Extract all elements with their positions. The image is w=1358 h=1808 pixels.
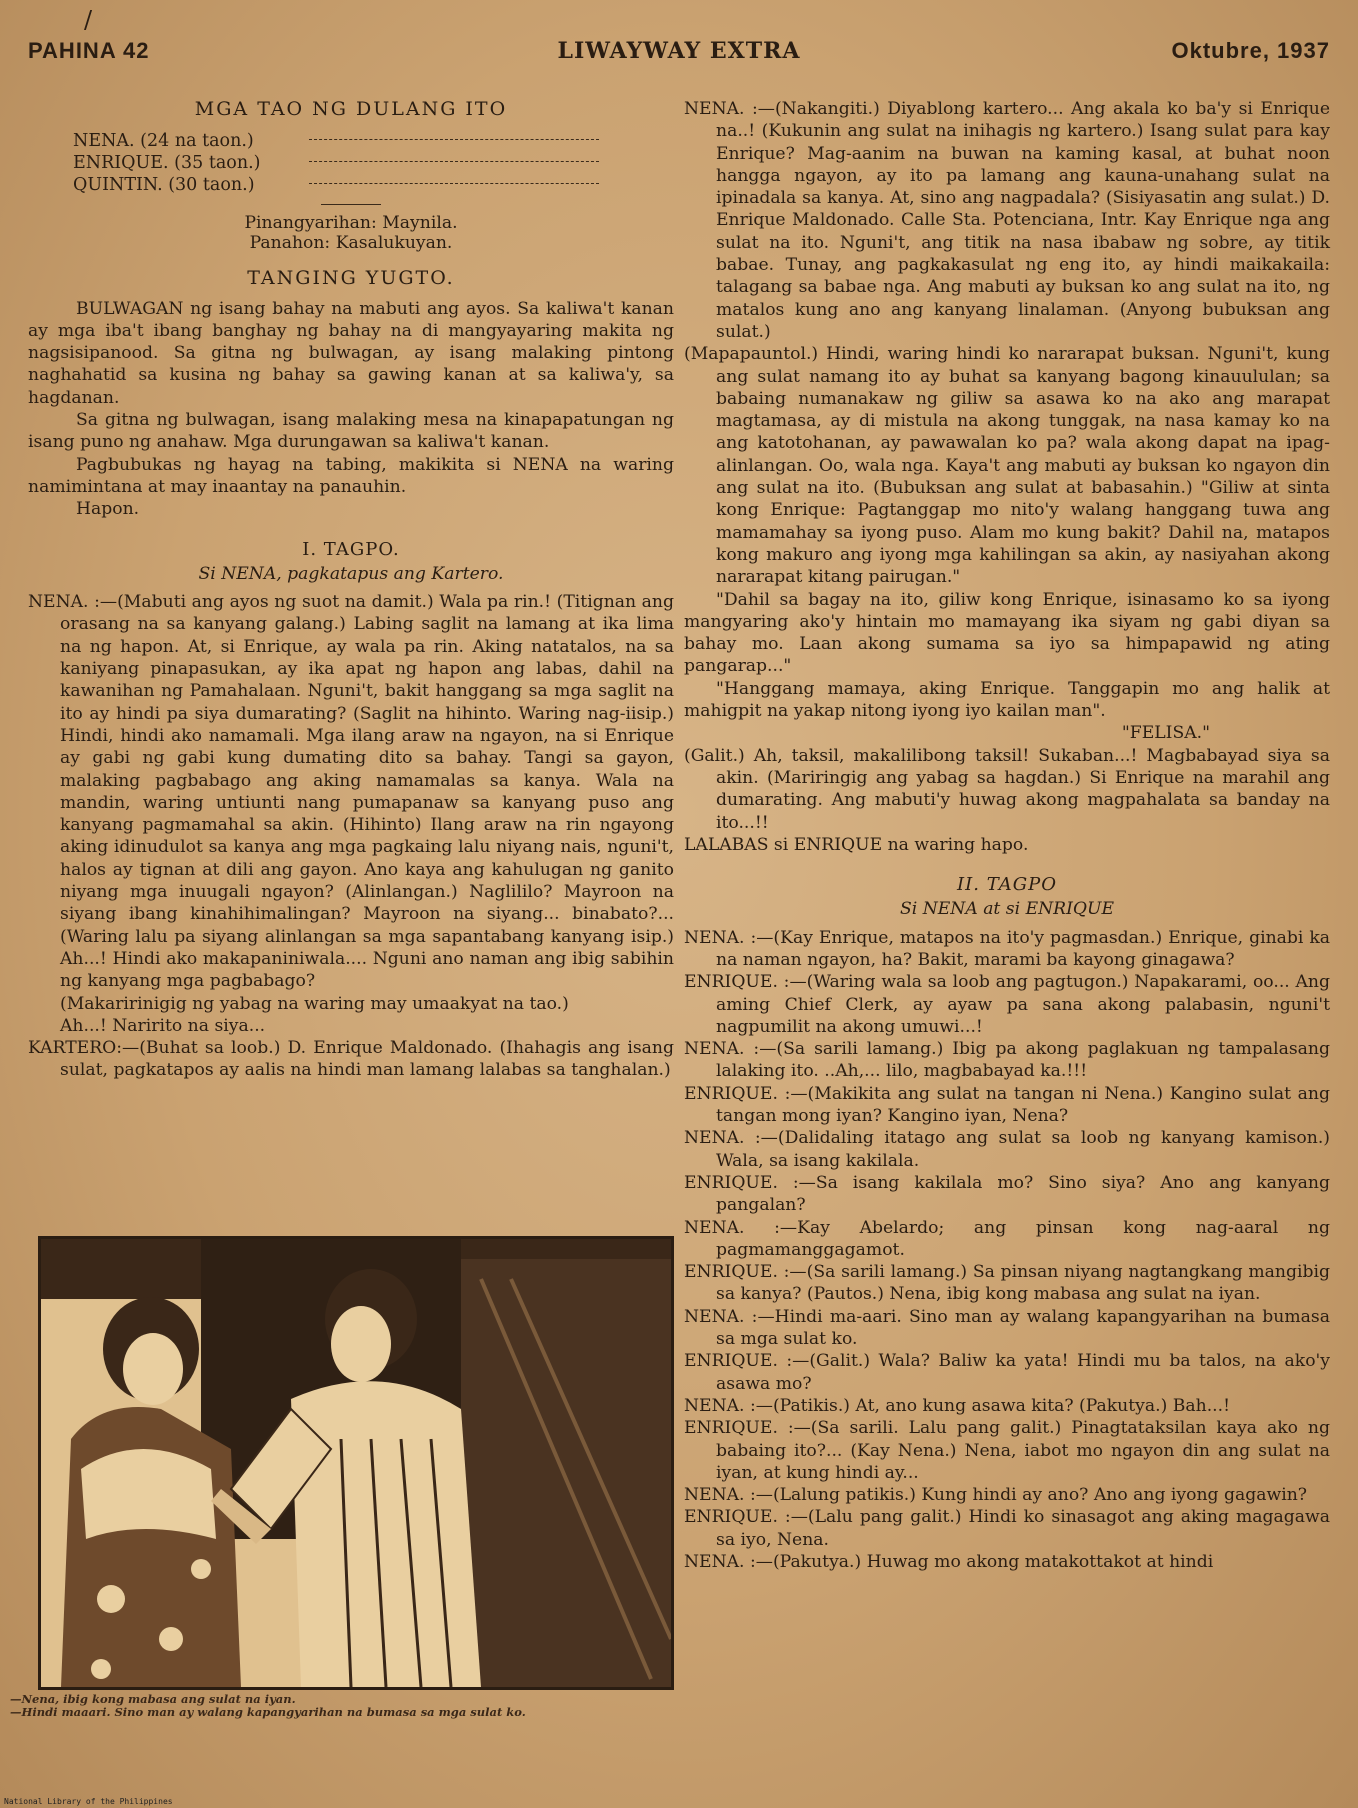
dialogue-line: NENA. :—(Pakutya.) Huwag mo akong matakottakot at hindi [684, 1552, 1214, 1572]
stage-direction: LALABAS si ENRIQUE na waring hapo. [684, 834, 1029, 855]
dialogue-line: ENRIQUE. :—(Sa sarili. Lalu pang galit.) Pinagtataksilan kaya ako ng babaing ito?... (Kay Nena.) Nena, iabot mo ngayon din ang sulat na iyan, at kung hindi ay... [684, 1418, 1330, 1483]
page-header [28, 38, 1330, 68]
caption-line: —Nena, ibig kong mabasa ang sulat na iyan. [10, 1692, 296, 1706]
dialogue-line: Ah...! Naririto na siya... [60, 1015, 266, 1036]
cast-dash-line [309, 161, 599, 162]
woodcut-illustration [38, 1236, 674, 1690]
dialogue-line: (Galit.) Ah, taksil, makalilibong taksil! Sukaban...! Magbabayad siya sa akin. (Mariringig ang yabag sa hagdan.) Si Enrique na marahil ang dumarating. Ang mabuti'y huwag akong magpahalata sa banday na ito...!! [684, 745, 1330, 833]
cast-dash-line [309, 183, 599, 184]
illustration-art [41, 1239, 671, 1687]
cast-member [28, 152, 674, 174]
dialogue-line: ENRIQUE. :—Sa isang kakilala mo? Sino siya? Ano ang kanyang pangalan? [684, 1172, 1330, 1216]
caption-line: —Hindi maaari. Sino man ay walang kapangyarihan na bumasa sa mga sulat ko. [10, 1705, 526, 1719]
act-title: TANGING YUGTO. [247, 267, 455, 290]
publication-title: LIWAYWAY EXTRA [557, 38, 801, 64]
left-column [28, 98, 674, 1082]
scene-1-subtitle: Si NENA, pagkatapus ang Kartero. [198, 563, 504, 584]
library-credit: National Library of the Philippines [4, 1797, 173, 1806]
dialogue-line: NENA. :—(Nakangiti.) Diyablong kartero... Ang akala ko ba'y si Enrique na..! (Kukunin ang sulat na inihagis ng kartero.) Isang sulat para kay Enrique? Mag-aanim na buwan na kaming kasal, at buhat noon hangga ngayon, ay ito pa lamang ang kauna-unahang sulat na ipinadala sa kanya. At, sino ang nagpadala? (Sisiyasatin ang sulat.) D. Enrique Maldonado. Calle Sta. Potenciana, Intr. Kay Enrique nga ang sulat na ito. Nguni't, ang titik na nasa ibabaw ng sobre, ay titik babae. Tunay, ang pagkakasulat ng eng ito, ay hindi maikakaila: talagang sa babae nga. Ang mabuti ay buksan ko ang sulat na ito, ng matalos kung ano ang kanyang linalaman. (Anyong bubuksan ang sulat.) [684, 99, 1330, 342]
stage-note: (Makaririnigig ng yabag na waring may umaakyat na tao.) [60, 993, 569, 1014]
dialogue-line: (Mapapauntol.) Hindi, waring hindi ko nararapat buksan. Nguni't, kung ang sulat namang ito ay buhat sa kanyang bagong kinauululan; sa babaing numanakaw ng giliw sa asawa ko na ako ang marapat magtamasa, ay di mistula na akong tunggak, na nasa kamay ko na ang katotohanan, ay pawawalan ko pa? wala akong dapat na ipag-alinlangan. Oo, wala nga. Kaya't ang mabuti ay buksan ko ngayon din ang sulat na ito. (Bubuksan ang sulat at babasahin.) "Giliw at sinta kong Enrique: Pagtanggap mo nito'y walang hanggang tuwa ang mamamahay sa iyong puso. Alam mo kung bakit? Dahil na, matapos kong makuro ang iyong mga kahilingan sa akin, ay nasiyahan akong nararapat kitang pairugan." [684, 344, 1330, 588]
dialogue-line: NENA. :—(Patikis.) At, ano kung asawa kita? (Pakutya.) Bah...! [684, 1395, 1230, 1416]
dialogue-line: KARTERO:—(Buhat sa loob.) D. Enrique Maldonado. (Ihahagis ang isang sulat, pagkatapos ay aalis na hindi man lamang lalabas sa tanghalan.) [28, 1038, 674, 1081]
dialogue-line: ENRIQUE. :—(Makikita ang sulat na tangan ni Nena.) Kangino sulat ang tangan mong iyan? Kangino iyan, Nena? [684, 1083, 1330, 1127]
letter-text: "Hanggang mamaya, aking Enrique. Tanggapin mo ang halik at mahigpit na yakap nitong iyong iyo kailan man". [684, 678, 1330, 722]
stage-direction: BULWAGAN ng isang bahay na mabuti ang ayos. Sa kaliwa't kanan ay mga iba't ibang banghay ng bahay na di mangyayaring makita ng nagsisipanood. Sa gitna ng bulwagan, ay isang malaking pintong naghahatid sa kusina ng bahay sa gawing kanan at sa kaliwa'y, sa hagdanan. [28, 298, 674, 408]
dialogue-line: NENA. :—Kay Abelardo; ang pinsan kong nag-aaral ng pagmamanggagamot. [684, 1217, 1330, 1260]
right-column [684, 98, 1330, 1573]
cast-member [28, 174, 674, 196]
scene-1-title: I. TAGPO. [302, 538, 400, 560]
page-number: PAHINA 42 [28, 38, 150, 63]
dialogue-line: NENA. :—(Sa sarili lamang.) Ibig pa akong paglakuan ng tampalasang lalaking ito. ..Ah,... lilo, magbabayad ka.!!! [684, 1039, 1330, 1082]
dialogue-line: NENA. :—(Kay Enrique, matapos na ito'y pagmasdan.) Enrique, ginabi ka na naman ngayon, ha? Bakit, marami ba kayong ginagawa? [684, 927, 1330, 970]
cast-name: NENA. (24 na taon.) [73, 131, 254, 152]
cast-name: ENRIQUE. (35 taon.) [73, 153, 261, 174]
cast-dash-line [309, 139, 599, 140]
dialogue-line: ENRIQUE. :—(Sa sarili lamang.) Sa pinsan niyang nagtangkang mangibig sa kanya? (Pautos.) Nena, ibig kong mabasa ang sulat na iyan. [684, 1262, 1330, 1305]
cast-member [28, 130, 674, 152]
setting-place: Pinangyarihan: Maynila. [244, 213, 458, 234]
letter-signature: "FELISA." [1121, 723, 1210, 744]
scene-2-subtitle: Si NENA at si ENRIQUE [899, 899, 1115, 920]
scene-2-title: II. TAGPO [957, 874, 1057, 896]
dialogue-line: NENA. :—(Mabuti ang ayos ng suot na damit.) Wala pa rin.! (Titignan ang orasang na sa kanyang galang.) Labing saglit na lamang at ika lima na ng hapon. At, si Enrique, ay wala pa rin. Aking natatalos, na sa kaniyang pinapasukan, ay ika apat ng hapon ang labas, dahil na kawanihan ng Pamahalaan. Nguni't, bakit hanggang sa mga saglit na ito ay hindi pa siya dumarating? (Saglit na hihinto. Waring nag-iisip.) Hindi, hindi ako namamali. Mga ilang araw na ngayon, na si Enrique ay gabi ng gabi kung dumating dito sa bahay. Tangi sa gayon, malaking pagbabago ang aking namamalas sa kanya. Wala na mandin, waring untiunti nang pumapanaw sa kanyang puso ang kanyang pagmamahal sa akin. (Hihinto) Ilang araw na rin ngayong aking idinudulot sa kanya ang mga pagkaing lalu niyang nais, nguni't, halos ay tignan at dili ang gayon. Ano kaya ang kahulugan ng ganito niyang mga inuugali ngayon? (Alinlangan.) Naglililo? Mayroon na siyang ibang kinahihimalingan? Mayroon na siyang... binabato?... (Waring lalu pa siyang alinlangan sa mga sapantabang kanyang isip.) Ah...! Hindi ako makapaniniwala.... Nguni ano naman ang ibig sabihin ng kanyang mga pagbabago? [28, 592, 674, 992]
divider [321, 204, 381, 205]
letter-text: "Dahil sa bagay na ito, giliw kong Enrique, isinasamo ko sa iyong mangyaring ako'y hintain mo mamayang ika siyam ng gabi diyan sa bahay mo. Laan akong sumama sa iyo sa himpapawid ng ating pangarap..." [684, 589, 1330, 677]
dialogue-line: ENRIQUE. :—(Waring wala sa loob ang pagtugon.) Napakarami, oo... Ang aming Chief Clerk, ay ayaw pa sana akong palabasin, nguni't nagpumilit na akong umuwi...! [684, 972, 1330, 1037]
cast-name: QUINTIN. (30 taon.) [73, 175, 255, 196]
illustration-caption [10, 1693, 670, 1719]
dialogue-line: NENA. :—(Dalidaling itatago ang sulat sa loob ng kanyang kamison.) Wala, sa isang kakilala. [684, 1128, 1330, 1171]
dialogue-line: ENRIQUE. :—(Galit.) Wala? Baliw ka yata! Hindi mu ba talos, na ako'y asawa mo? [684, 1351, 1330, 1394]
stage-direction: Hapon. [76, 499, 140, 520]
stage-direction: Sa gitna ng bulwagan, isang malaking mesa na kinapapatungan ng isang puno ng anahaw. Mga durungawan sa kaliwa't kanan. [28, 410, 674, 453]
ink-mark: / [84, 6, 93, 34]
cast-title: MGA TAO NG DULANG ITO [194, 98, 508, 120]
stage-direction: Pagbubukas ng hayag na tabing, makikita si NENA na waring namimintana at may inaantay na panauhin. [28, 454, 674, 497]
dialogue-line: ENRIQUE. :—(Lalu pang galit.) Hindi ko sinasagot ang aking magagawa sa iyo, Nena. [684, 1507, 1330, 1550]
setting-time: Panahon: Kasalukuyan. [249, 233, 453, 254]
dialogue-line: NENA. :—Hindi ma-aari. Sino man ay walang kapangyarihan na bumasa sa mga sulat ko. [684, 1306, 1330, 1350]
issue-date: Oktubre, 1937 [1171, 38, 1330, 63]
dialogue-line: NENA. :—(Lalung patikis.) Kung hindi ay ano? Ano ang iyong gagawin? [684, 1485, 1308, 1506]
